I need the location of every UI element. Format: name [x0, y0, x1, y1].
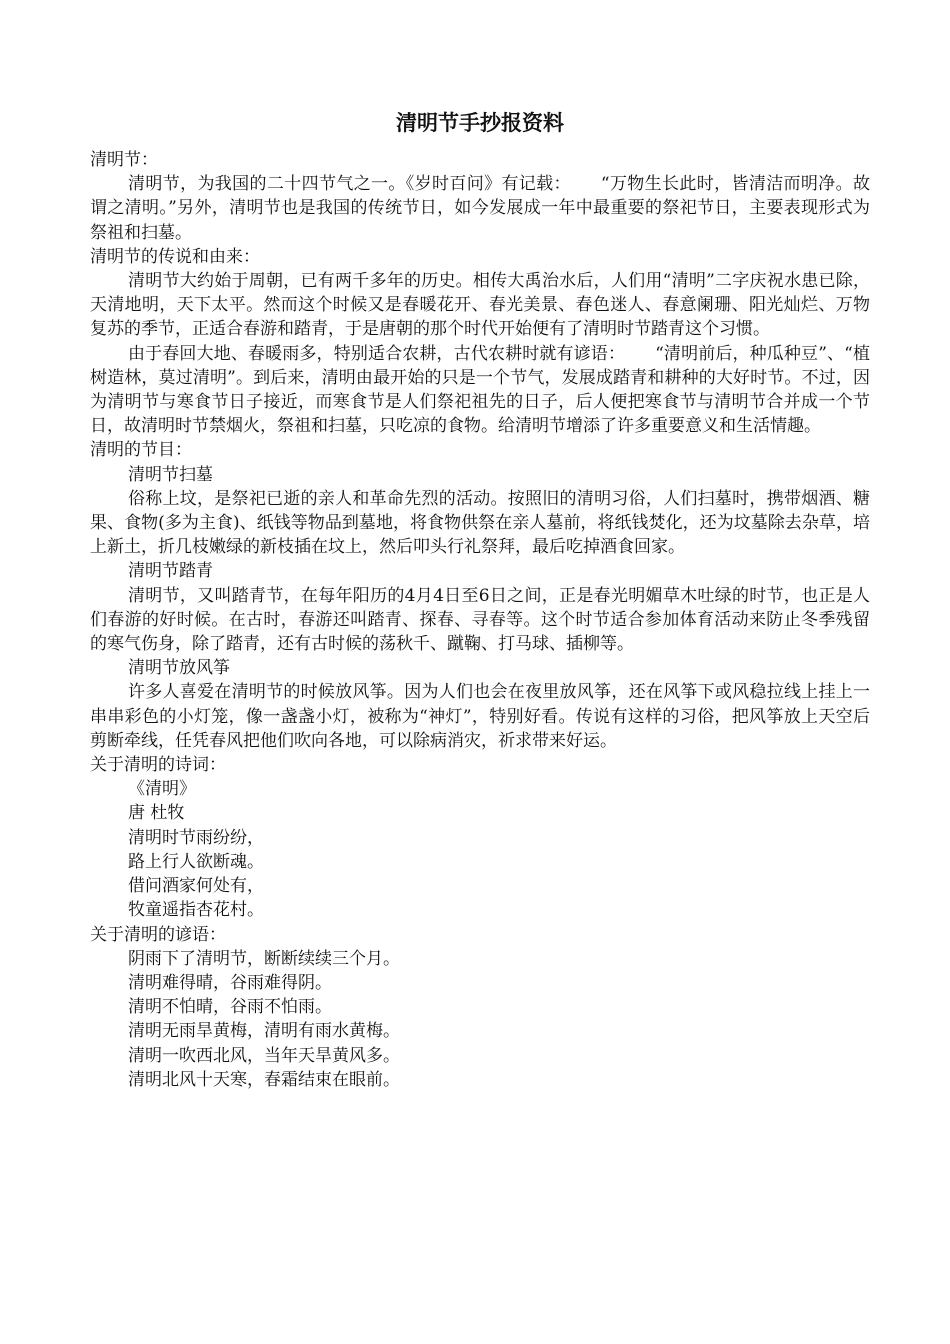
- poem-line: 路上行人欲断魂。: [128, 851, 264, 872]
- paragraph-origin-2-text: 由于春回大地、春暖雨多，特别适合农耕，古代农耕时就有谚语：: [128, 343, 626, 364]
- section-heading-origin: 清明节的传说和由来：: [90, 246, 260, 267]
- section-heading-qingming: 清明节：: [90, 150, 158, 170]
- subheading-kite-flying: 清明节放风筝: [128, 658, 230, 679]
- document-page: [90, 108, 870, 1092]
- paragraph-origin-2: [90, 342, 870, 439]
- proverb-line: 清明一吹西北风，当年天旱黄风多。: [128, 1045, 400, 1066]
- paragraph-intro: [90, 172, 870, 245]
- paragraph-kite-flying: 许多人喜爱在清明节的时候放风筝。因为人们也会在夜里放风筝，还在风筝下或风稳拉线上挂上一串串彩色的小灯笼，像一盏盏小灯，被称为“神灯”，特别好看。传说有这样的习俗，把风筝放上天空后剪断牵线，任凭春风把他们吹向各地，可以除病消灾，祈求带来好运。: [90, 682, 870, 751]
- subheading-spring-outing: 清明节踏青: [128, 561, 213, 582]
- paragraph-tomb-sweeping: 俗称上坟，是祭祀已逝的亲人和革命先烈的活动。按照旧的清明习俗，人们扫墓时，携带烟酒、糖果、食物(多为主食)、纸钱等物品到墓地，将食物供祭在亲人墓前，将纸钱焚化，还为坟墓除去杂草，培上新土，折几枝嫩绿的新枝插在坟上，然后叩头行礼祭拜，最后吃掉酒食回家。: [90, 488, 870, 558]
- section-heading-activities: 清明的节目：: [90, 440, 192, 461]
- paragraph-origin-2-quote: “清明前后，种瓜种豆”、“植树造林，莫过清明”。到后来，清明由最开始的只是一个节气，发展成踏青和耕种的大好时节。不过，因为清明节与寒食节日子接近，而寒食节是人们祭祀祖先的日子，后人便把寒食节与清明节合并成一个节日，故清明时节禁烟火，祭祖和扫墓，只吃凉的食物。给清明节增添了许多重要意义和生活情趣。: [90, 343, 870, 437]
- document-title: 清明节手抄报资料: [396, 110, 564, 135]
- proverb-line: 清明难得晴，谷雨难得阴。: [128, 972, 332, 993]
- paragraph-intro-text: 清明节，为我国的二十四节气之一。《岁时百问》有记载：: [128, 174, 571, 195]
- poem-line: 借问酒家何处有，: [128, 876, 264, 897]
- proverb-line: 清明北风十天寒，春霜结束在眼前。: [128, 1069, 400, 1090]
- paragraph-origin-1: 清明节大约始于周朝，已有两千多年的历史。相传大禹治水后，人们用“清明”二字庆祝水患已除，天清地明，天下太平。然而这个时候又是春暖花开、春光美景、春色迷人、春意阑珊、阳光灿烂、万物复苏的季节，正适合春游和踏青，于是唐朝的那个时代开始便有了清明时节踏青这个习惯。: [90, 271, 870, 340]
- proverb-line: 清明不怕晴，谷雨不怕雨。: [128, 997, 332, 1018]
- poem-line: 清明时节雨纷纷，: [128, 827, 264, 848]
- section-heading-proverbs: 关于清明的谚语：: [90, 924, 226, 945]
- poem-title: 《清明》: [128, 779, 196, 800]
- subheading-tomb-sweeping: 清明节扫墓: [128, 464, 213, 485]
- paragraph-spring-outing: 清明节，又叫踏青节，在每年阳历的4月4日至6日之间，正是春光明媚草木吐绿的时节，也正是人们春游的好时候。在古时，春游还叫踏青、探春、寻春等。这个时节适合参加体育活动来防止冬季残留的寒气伤身，除了踏青，还有古时候的荡秋千、蹴鞠、打马球、插柳等。: [90, 585, 870, 655]
- poem-author: 唐 杜牧: [128, 803, 185, 824]
- poem-line: 牧童遥指杏花村。: [128, 900, 264, 921]
- proverb-line: 清明无雨旱黄梅，清明有雨水黄梅。: [128, 1021, 400, 1042]
- paragraph-intro-quote: “万物生长此时，皆清洁而明净。故谓之清明。”另外，清明节也是我国的传统节日，如今发展成一年中最重要的祭祀节日，主要表现形式为祭祖和扫墓。: [90, 174, 870, 243]
- section-heading-poems: 关于清明的诗词：: [90, 755, 226, 776]
- proverb-line: 阴雨下了清明节，断断续续三个月。: [128, 948, 400, 969]
